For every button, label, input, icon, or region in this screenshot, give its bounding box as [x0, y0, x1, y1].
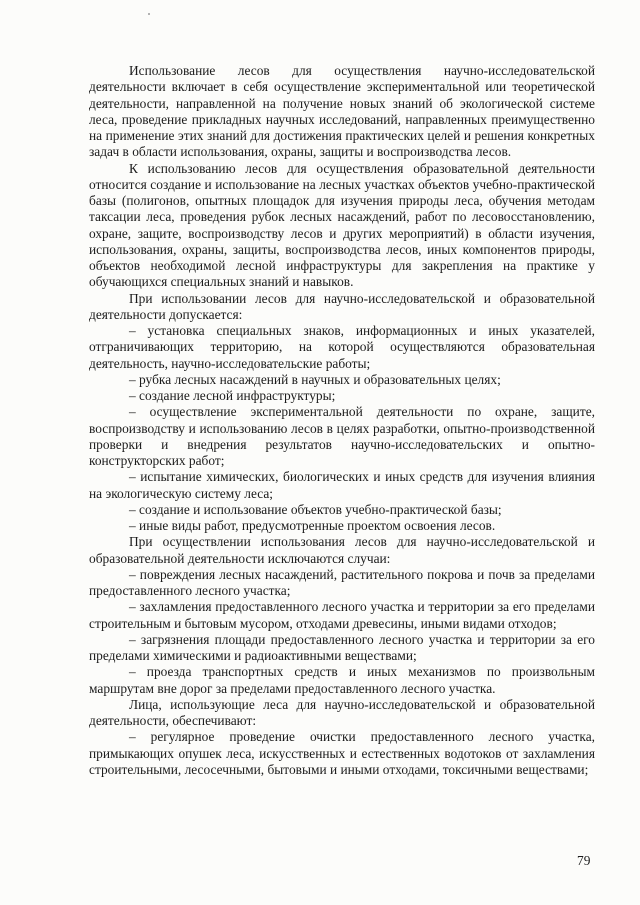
paragraph-allowed-intro: При использовании лесов для научно-исследовательской и образовательной деятельности допускается:: [89, 290, 595, 322]
list-item-allowed-training-base: – создание и использование объектов учебно-практической базы;: [129, 501, 502, 517]
paragraph-obligations-intro: Лица, использующие леса для научно-исследовательской и образовательной деятельности, обеспечивают:: [89, 696, 595, 728]
list-item-allowed-signs: – установка специальных знаков, информационных и иных указателей, отграничивающих территорию, на которой осуществляются образовательная деятельность, научно-исследовательские работы;: [89, 323, 595, 371]
page-number: 79: [577, 853, 591, 868]
list-item-excluded-vehicles: – проезда транспортных средств и иных механизмов по произвольным маршрутам вне дорог за пределами предоставленного лесного участка.: [89, 664, 595, 696]
paragraph-research-definition: Использование лесов для осуществления научно-исследовательской деятельности включает в себя осуществление экспериментальной или теоретической деятельности, направленной на получение новых знаний об экологической системе леса, проведение прикладных научных исследований, направленных преимущественно на применение этих знаний для достижения практических целей и решения конкретных задач в области использования, охраны, защиты и воспроизводства лесов.: [89, 63, 595, 160]
list-item-obligation-cleaning: – регулярное проведение очистки предоставленного лесного участка, примыкающих опушек леса, искусственных и естественных водотоков от захламления строительными, лесосечными, бытовыми и иными отходами, токсичными веществами;: [89, 729, 595, 777]
paragraph-excluded-intro: При осуществлении использования лесов для научно-исследовательской и образовательной деятельности исключаются случаи:: [89, 534, 595, 566]
list-item-allowed-testing: – испытание химических, биологических и иных средств для изучения влияния на экологическую систему леса;: [89, 469, 595, 501]
list-item-allowed-other: – иные виды работ, предусмотренные проектом освоения лесов.: [129, 518, 496, 533]
document-body: [89, 63, 595, 778]
list-item-allowed-experimental: – осуществление экспериментальной деятельности по охране, защите, воспроизводству и использованию лесов в целях разработки, опытно-производственной проверки и внедрения результатов научно-исследовательских и опытно-конструкторских работ;: [89, 404, 595, 468]
scan-speck: [148, 13, 150, 15]
list-item-allowed-felling: – рубка лесных насаждений в научных и образовательных целях;: [129, 371, 501, 387]
paragraph-education-definition: К использованию лесов для осуществления образовательной деятельности относится создание и использование на лесных участках объектов учебно-практической базы (полигонов, опытных площадок для изучения природы леса, обучения методам таксации леса, проведения рубок лесных насаждений, работ по лесовосстановлению, охране, защите, воспроизводству лесов и других мероприятий) в области изучения, использования, охраны, защиты, воспроизводства лесов, иных компонентов природы, объектов необходимой лесной инфраструктуры для закрепления на практике у обучающихся специальных знаний и навыков.: [89, 160, 595, 290]
list-item-allowed-infrastructure: – создание лесной инфраструктуры;: [129, 388, 336, 403]
list-item-excluded-damage: – повреждения лесных насаждений, растительного покрова и почв за пределами предоставленного лесного участка;: [89, 566, 595, 598]
list-item-excluded-pollution: – загрязнения площади предоставленного лесного участка и территории за его пределами химическими и радиоактивными веществами;: [89, 631, 595, 663]
list-item-excluded-littering: – захламления предоставленного лесного участка и территории за его пределами строительным и бытовым мусором, отходами древесины, иными видами отходов;: [89, 599, 595, 631]
